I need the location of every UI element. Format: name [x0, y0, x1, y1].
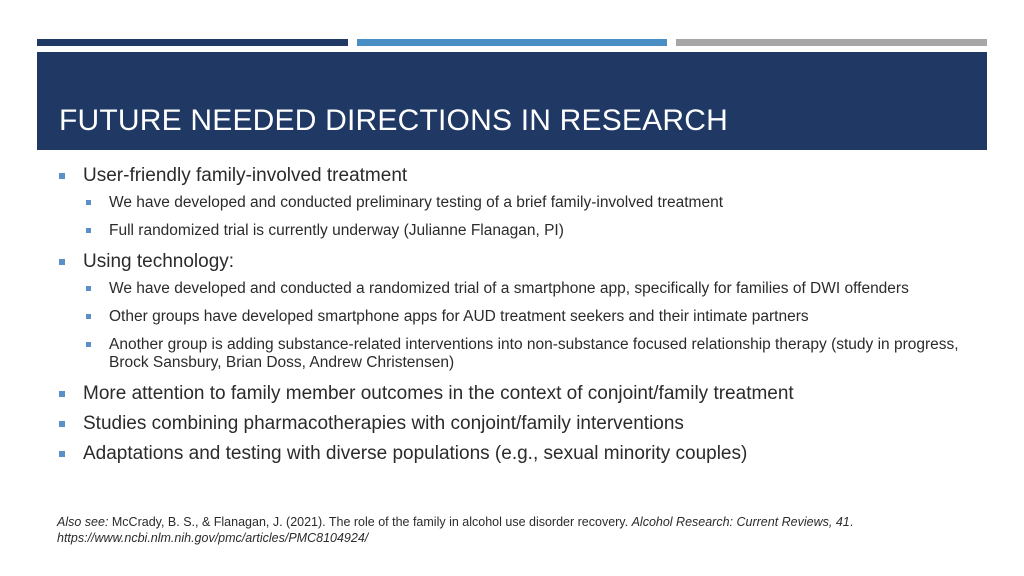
bullet-text: More attention to family member outcomes in the context of conjoint/family treatment [83, 383, 794, 404]
citation-footer [57, 514, 957, 546]
sub-bullet-item [83, 222, 987, 240]
square-bullet-icon [59, 173, 65, 179]
sub-bullet-text: Another group is adding substance-related interventions into non-substance focused relationship therapy (study in progress, Brock Sansbury, Brian Doss, Andrew Christensen) [109, 336, 959, 371]
bullet-text: Using technology: [83, 251, 235, 272]
citation-period: . [849, 515, 854, 529]
sub-bullet-text: We have developed and conducted a randomized trial of a smartphone app, specifically for families of DWI offenders [109, 280, 909, 297]
also-see-label: Also see: [57, 515, 109, 529]
square-bullet-icon [59, 421, 65, 427]
square-bullet-icon [86, 314, 91, 319]
square-bullet-icon [59, 391, 65, 397]
bullet-item [57, 164, 987, 187]
square-bullet-icon [86, 228, 91, 233]
sub-bullet-text: Other groups have developed smartphone apps for AUD treatment seekers and their intimate partners [109, 308, 809, 325]
square-bullet-icon [86, 286, 91, 291]
sub-bullet-item [83, 280, 987, 298]
accent-stripe-gray [676, 39, 987, 46]
bullet-item [57, 442, 987, 465]
square-bullet-icon [86, 200, 91, 205]
accent-stripe-blue [357, 39, 667, 46]
sub-bullet-text: Full randomized trial is currently underway (Julianne Flanagan, PI) [109, 222, 564, 239]
bullet-item [57, 412, 987, 435]
square-bullet-icon [59, 259, 65, 265]
title-bar [37, 52, 987, 150]
journal-name: Alcohol Research: Current Reviews, 41 [631, 515, 850, 529]
bullet-text: User-friendly family-involved treatment [83, 165, 408, 186]
sub-bullet-text: We have developed and conducted preliminary testing of a brief family-involved treatment [109, 194, 724, 211]
bullet-item [57, 250, 987, 273]
citation-url[interactable]: https://www.ncbi.nlm.nih.gov/pmc/articles/PMC8104924/ [57, 531, 369, 545]
sub-bullet-item [83, 308, 987, 326]
bullet-text: Studies combining pharmacotherapies with conjoint/family interventions [83, 413, 684, 434]
sub-bullet-item [83, 336, 987, 372]
bullet-list [57, 164, 987, 472]
square-bullet-icon [59, 451, 65, 457]
sub-bullet-item [83, 194, 987, 212]
bullet-item [57, 382, 987, 405]
slide-title: FUTURE NEEDED DIRECTIONS IN RESEARCH [59, 104, 728, 137]
accent-stripe-dark [37, 39, 348, 46]
citation-text: McCrady, B. S., & Flanagan, J. (2021). The role of the family in alcohol use disorder recovery. [108, 515, 632, 529]
square-bullet-icon [86, 342, 91, 347]
bullet-text: Adaptations and testing with diverse populations (e.g., sexual minority couples) [83, 443, 748, 464]
